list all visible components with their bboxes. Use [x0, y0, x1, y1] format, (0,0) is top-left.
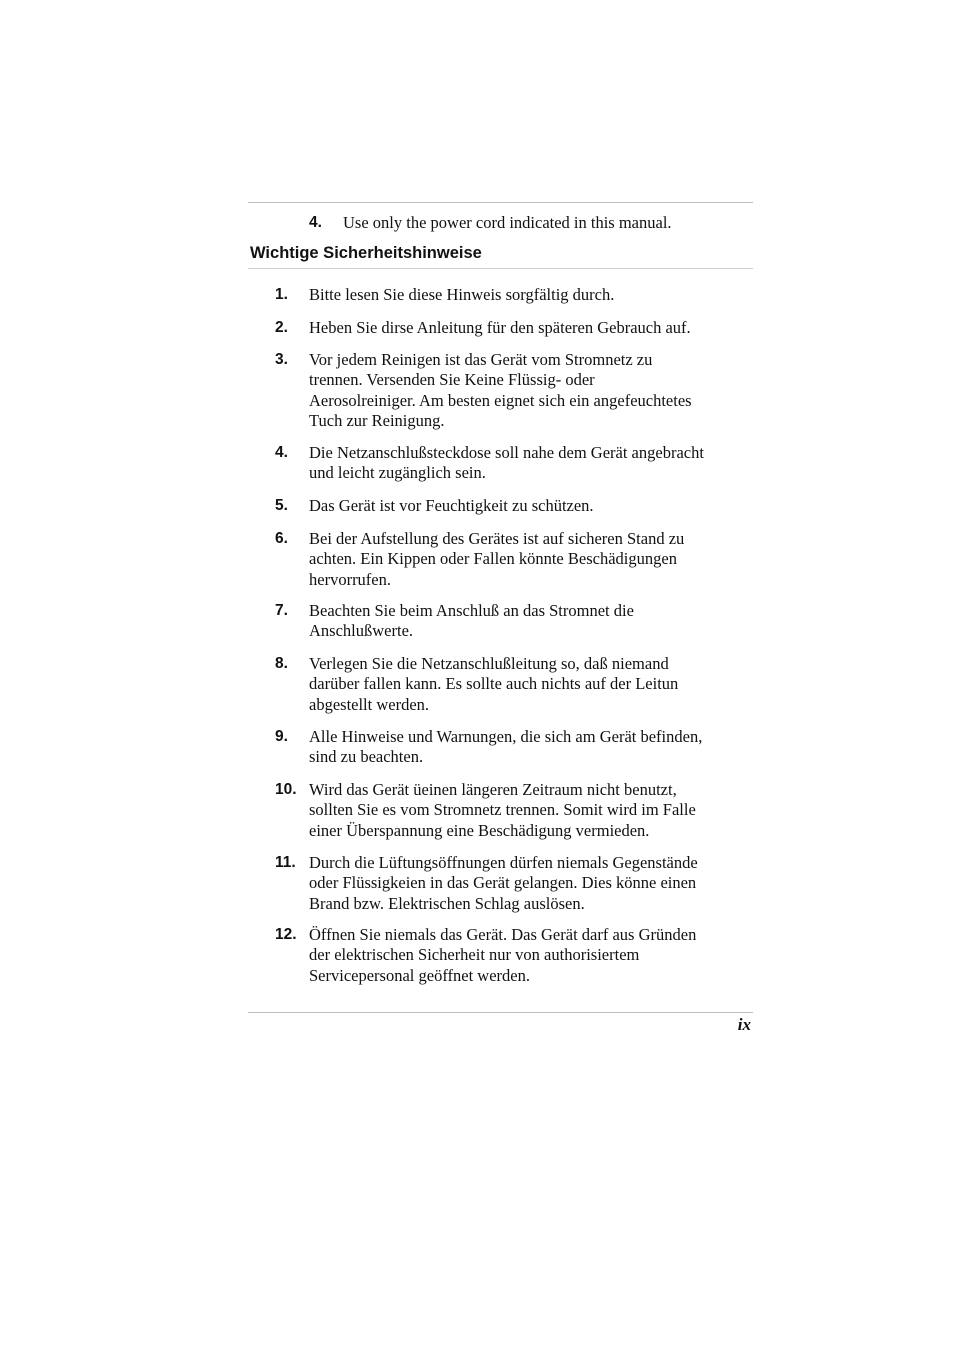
item-text: Bitte lesen Sie diese Hinweis sorgfältig durch.	[309, 285, 615, 304]
item-text: Verlegen Sie die Netzanschlußleitung so, daß niemand darüber fallen kann. Es sollte auch nichts auf der Leitun abgestellt werden.	[309, 654, 679, 714]
item-text: Das Gerät ist vor Feuchtigkeit zu schützen.	[309, 496, 594, 515]
item-text: Heben Sie dirse Anleitung für den späteren Gebrauch auf.	[309, 318, 691, 337]
top-divider	[248, 202, 753, 203]
section-title-underline	[248, 268, 753, 269]
intro-item-number: 4.	[309, 214, 322, 231]
item-number: 7.	[275, 602, 288, 619]
item-number: 8.	[275, 655, 288, 672]
item-number: 10.	[275, 781, 297, 798]
item-number: 12.	[275, 926, 297, 943]
item-text: Durch die Lüftungsöffnungen dürfen niemals Gegenstände oder Flüssigkeien in das Gerät gelangen. Dies könne einen Brand bzw. Elektrischen Schlag auslösen.	[309, 853, 698, 913]
item-text: Die Netzanschlußsteckdose soll nahe dem Gerät angebracht und leicht zugänglich sein.	[309, 443, 704, 483]
page-number: ix	[737, 1015, 751, 1034]
item-number: 3.	[275, 351, 288, 368]
item-text: Wird das Gerät üeinen längeren Zeitraum nicht benutzt, sollten Sie es vom Stromnetz trennen. Somit wird im Falle einer Überspannung eine Beschädigung vermieden.	[309, 780, 696, 840]
intro-item-text: Use only the power cord indicated in this manual.	[343, 213, 672, 232]
item-text: Alle Hinweise und Warnungen, die sich am Gerät befinden, sind zu beachten.	[309, 727, 703, 767]
item-number: 5.	[275, 497, 288, 514]
bottom-divider	[248, 1012, 753, 1013]
item-number: 9.	[275, 728, 288, 745]
item-text: Beachten Sie beim Anschluß an das Stromnet die Anschlußwerte.	[309, 601, 634, 641]
item-number: 6.	[275, 530, 288, 547]
item-number: 4.	[275, 444, 288, 461]
item-number: 11.	[275, 854, 296, 871]
item-text: Vor jedem Reinigen ist das Gerät vom Stromnetz zu trennen. Versenden Sie Keine Flüssig- oder Aerosolreiniger. Am besten eignet sich ein angefeuchtetes Tuch zur Reinigung.	[309, 350, 692, 430]
item-text: Öffnen Sie niemals das Gerät. Das Gerät darf aus Gründen der elektrischen Sicherheit nur von authorisiertem Servicepersonal geöffnet werden.	[309, 925, 697, 985]
section-title: Wichtige Sicherheitshinweise	[250, 244, 482, 262]
item-number: 1.	[275, 286, 288, 303]
item-number: 2.	[275, 319, 288, 336]
item-text: Bei der Aufstellung des Gerätes ist auf sicheren Stand zu achten. Ein Kippen oder Fallen könnte Beschädigungen hervorrufen.	[309, 529, 685, 589]
